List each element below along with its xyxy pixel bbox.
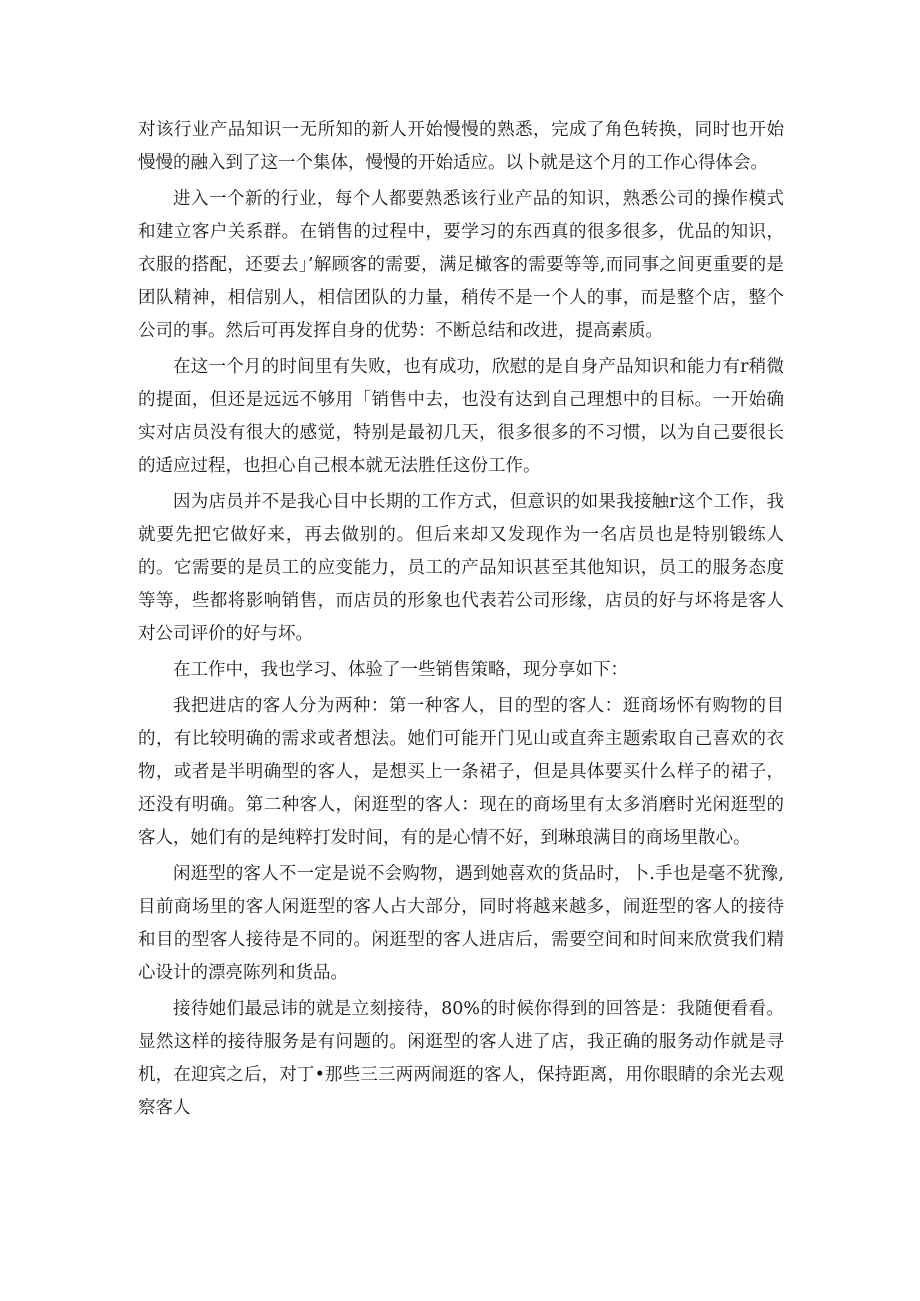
paragraph-5: 在工作中，我也学习、体验了一些销售策略，现分享如下： (173, 660, 628, 680)
paragraph-3: 在这一个月的时间里有失败，也有成功，欣慰的是自身产品知识和能力有r稍微的提面，但还是远远不够用「销售中去，也没有达到自己理想中的目标。一开始确实对店员没有很大的感觉，特别是最初几天，很多很多的不习惯，以为自己要很长的适应过程，也担心自己根本就无法胜任这份工作。 (138, 357, 784, 476)
paragraph-2: 进入一个新的行业，每个人都要熟悉该行业产品的知识，熟悉公司的操作模式和建立客户关系群。在销售的过程中，要学习的东西真的很多很多，优品的知识，衣服的搭配，还要去」’解顾客的需要，满足橄客的需要等等,而同事之间更重要的是团队精神，相信别人，相信团队的力量，稍传不是一个人的事，而是整个店，整个公司的事。然后可再发挥自身的优势：不断总结和改进，提高素质。 (138, 189, 784, 341)
paragraph-4: 因为店员并不是我心目中长期的工作方式，但意识的如果我接触r这个工作，我就要先把它做好来，再去做别的。但后来却又发现作为一名店员也是特别锻练人的。它需要的是员工的应变能力，员工的产品知识甚至其他知识，员工的服务态度等等，些都将影响销售，而店员的形象也代表若公司形缘，店员的好与坏将是客人对公司评价的好与坏。 (138, 492, 784, 644)
paragraph-6: 我把进店的客人分为两种：第一种客人，目的型的客人：逛商场怀有购物的目的，有比较明确的需求或者想法。她们可能开门见山或直奔主题索取自己喜欢的衣物，或者是半明确型的客人，是想买上一条裙子，但是具体要买什么样子的裙子，还没有明确。第二种客人，闲逛型的客人：现在的商场里有太多消磨时光闲逛型的客人，她们有的是纯粹打发时间，有的是心情不好，到琳琅满目的商场里散心。 (138, 696, 784, 848)
paragraph-8: 接待她们最忌讳的就是立刻接待，80%的时候你得到的回答是：我随便看看。显然这样的接待服务是有问题的。闲逛型的客人进了店，我正确的服务动作就是寻机，在迎宾之后，对丁•那些三三两两闹逛的客人，保持距离，用你眼睛的余光去观察客人 (138, 999, 784, 1118)
paragraph-1: 对该行业产品知识一无所知的新人开始慢慢的熟悉，完成了角色转换，同时也开始慢慢的融入到了这一个集体，慢慢的开始适应。以卜就是这个月的工作心得体会。 (138, 120, 784, 173)
document-body (138, 114, 784, 1128)
paragraph-7: 闲逛型的客人不一定是说不会购物，遇到她喜欢的货品时，卜.手也是毫不犹豫,目前商场里的客人闲逛型的客人占大部分，同时将越来越多，闹逛型的客人的接待和目的型客人接待是不同的。闲逛型的客人进店后，需要空间和时间来欣赏我们精心设计的漂亮陈列和货品。 (138, 864, 784, 983)
